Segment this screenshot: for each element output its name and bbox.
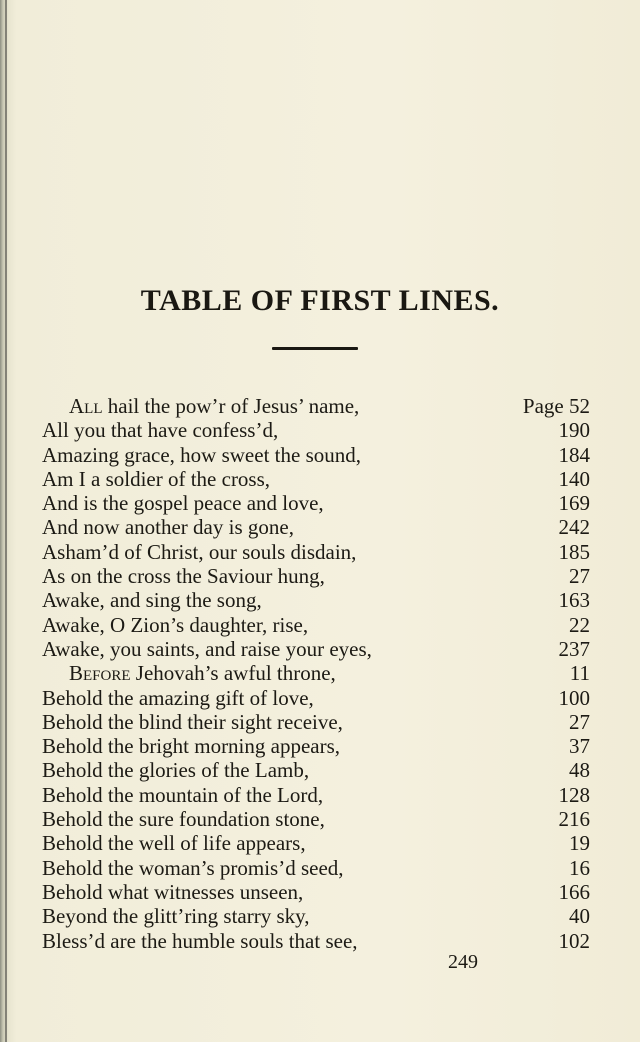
first-line-text — [42, 904, 310, 928]
page-reference: 40 — [569, 904, 590, 929]
page-reference: 27 — [569, 709, 590, 734]
table-row — [42, 540, 590, 564]
first-line-text — [42, 637, 372, 661]
page-reference: 190 — [558, 418, 590, 443]
line-text: And is the gospel peace and love, — [42, 491, 324, 516]
first-line-text — [42, 394, 359, 418]
table-row — [42, 661, 590, 685]
table-row — [42, 588, 590, 612]
first-line-text — [42, 880, 303, 904]
first-line-text — [42, 418, 278, 442]
table-row — [42, 880, 590, 904]
line-text: Awake, you saints, and raise your eyes, — [42, 636, 372, 661]
page-reference: 37 — [569, 734, 590, 759]
page-reference: 27 — [569, 564, 590, 589]
line-text: Jehovah’s awful throne, — [130, 661, 336, 686]
page-reference: 184 — [558, 442, 590, 467]
table-row — [42, 418, 590, 442]
page-title: TABLE OF FIRST LINES. — [140, 284, 500, 318]
line-text: Beyond the glitt’ring starry sky, — [42, 904, 310, 929]
table-row — [42, 564, 590, 588]
page-reference: 216 — [558, 807, 590, 832]
first-line-text — [42, 734, 340, 758]
table-row — [42, 929, 590, 953]
page-reference: 19 — [569, 831, 590, 856]
line-text: Bless’d are the humble souls that see, — [42, 928, 358, 953]
first-line-text — [42, 783, 323, 807]
line-text: Behold the glories of the Lamb, — [42, 758, 310, 783]
first-line-text — [42, 467, 270, 491]
line-text: Amazing grace, how sweet the sound, — [42, 442, 361, 467]
page-reference: 16 — [569, 855, 590, 880]
small-caps-lead: Before — [69, 661, 131, 686]
line-text: Awake, O Zion’s daughter, rise, — [42, 612, 309, 637]
line-text: Behold the blind their sight receive, — [42, 709, 343, 734]
first-line-text — [42, 613, 308, 637]
page-reference: 169 — [558, 491, 590, 516]
table-row — [42, 807, 590, 831]
table-row — [42, 443, 590, 467]
first-line-text — [42, 710, 343, 734]
page-reference: 140 — [558, 466, 590, 491]
table-row — [42, 467, 590, 491]
spine-edge — [5, 0, 7, 1042]
first-line-text — [42, 929, 358, 953]
first-line-text — [42, 758, 309, 782]
table-row — [42, 394, 590, 418]
line-text: Behold the well of life appears, — [42, 831, 306, 856]
first-line-text — [42, 807, 325, 831]
line-text: Behold the bright morning appears, — [42, 734, 341, 759]
line-text: Asham’d of Christ, our souls disdain, — [42, 539, 357, 564]
line-text: hail the pow’r of Jesus’ name, — [102, 394, 360, 418]
first-line-text — [42, 686, 314, 710]
line-text: Am I a soldier of the cross, — [42, 466, 271, 491]
line-text: Behold the amazing gift of love, — [42, 685, 314, 710]
page-reference: 163 — [558, 588, 590, 613]
line-text: Behold the woman’s promis’d seed, — [42, 855, 344, 880]
page-reference: 242 — [558, 515, 590, 540]
page-reference: Page 52 — [522, 394, 590, 418]
page-reference: 166 — [558, 879, 590, 904]
table-row — [42, 904, 590, 928]
page-number: 249 — [448, 951, 478, 973]
first-lines-table — [42, 394, 590, 953]
first-line-text — [42, 831, 306, 855]
table-row — [42, 831, 590, 855]
first-line-text — [42, 515, 294, 539]
table-row — [42, 637, 590, 661]
table-row — [42, 758, 590, 782]
line-text: Awake, and sing the song, — [42, 588, 262, 613]
first-line-text — [42, 540, 356, 564]
first-line-text — [42, 856, 344, 880]
page-reference: 237 — [558, 636, 590, 661]
line-text: And now another day is gone, — [42, 515, 294, 540]
table-row — [42, 710, 590, 734]
table-row — [42, 686, 590, 710]
line-text: As on the cross the Saviour hung, — [42, 564, 325, 589]
first-line-text — [42, 588, 262, 612]
line-text: Behold the mountain of the Lord, — [42, 782, 324, 807]
table-row — [42, 783, 590, 807]
page-reference: 48 — [569, 758, 590, 783]
first-line-text — [42, 491, 324, 515]
page-reference: 185 — [558, 539, 590, 564]
title-rule-divider — [272, 347, 358, 350]
table-row — [42, 515, 590, 539]
table-row — [42, 734, 590, 758]
line-text: Behold the sure foundation stone, — [42, 807, 325, 832]
page-reference: 102 — [558, 928, 590, 953]
page-reference: 22 — [569, 612, 590, 637]
first-line-text — [42, 443, 361, 467]
small-caps-lead: All — [69, 394, 103, 418]
line-text: All you that have confess’d, — [42, 418, 279, 443]
page-reference: 128 — [558, 782, 590, 807]
table-row — [42, 856, 590, 880]
line-text: Behold what witnesses unseen, — [42, 879, 304, 904]
first-line-text — [42, 661, 336, 685]
table-row — [42, 613, 590, 637]
table-row — [42, 491, 590, 515]
first-line-text — [42, 564, 325, 588]
page-reference: 100 — [558, 685, 590, 710]
page-reference: 11 — [569, 661, 590, 686]
